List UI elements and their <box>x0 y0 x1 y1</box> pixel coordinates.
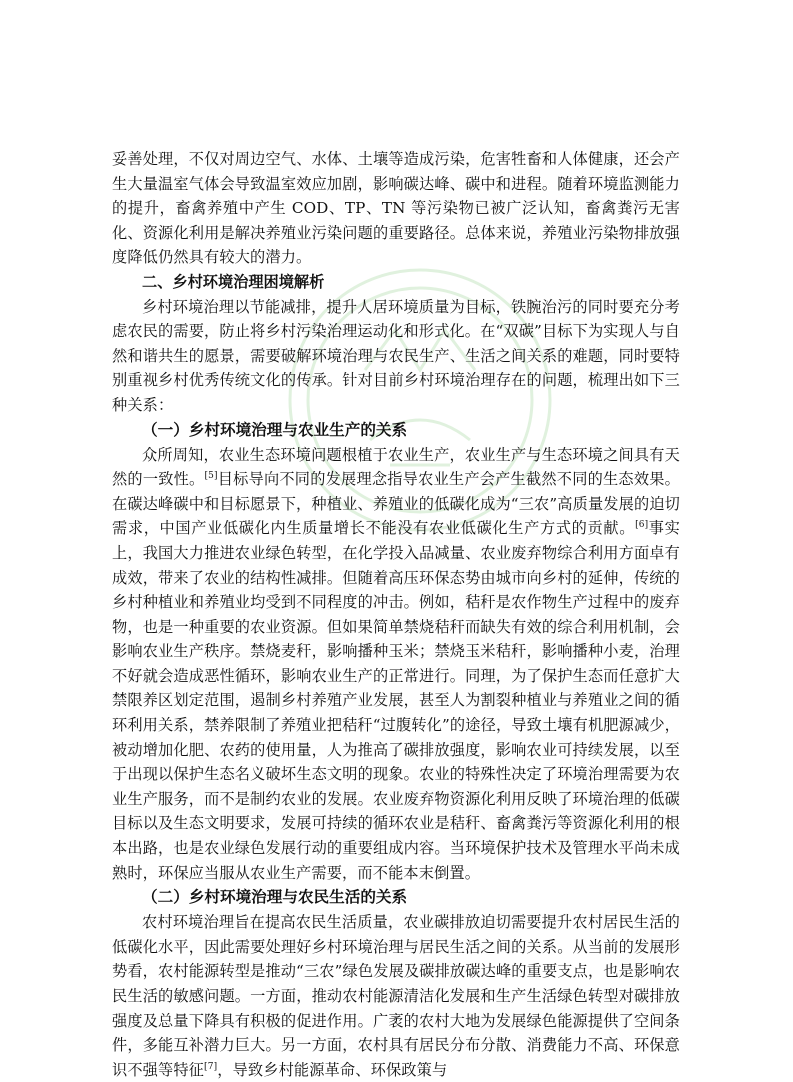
citation-5: [5] <box>204 471 218 482</box>
article-body <box>112 147 680 1082</box>
text-run: ，导致乡村能源革命、环保政策与 <box>217 1060 448 1079</box>
section-heading-2: 二、乡村环境治理困境解析 <box>142 272 325 291</box>
citation-7: [7] <box>204 1061 218 1072</box>
text-run: 事实上，我国大力推进农业绿色转型，在化学投入品减量、农业废弃物综合利用方面卓有成效，带来了农业的结构性减排。但随着高压环保态势由城市向乡村的延伸，传统的乡村种植业和养殖业均受到不同程度的冲击。例如，秸秆是农作物生产过程中的废弃物，也是一种重要的农业资源。但如果简单禁烧秸秆而缺失有效的综合利用机制，会影响农业生产秩序。禁烧麦秆，影响播种玉米；禁烧玉米秸秆，影响播种小麦，治理不好就会造成恶性循环，影响农业生产的正常进行。同理，为了保护生态而任意扩大禁限养区划定范围，遏制乡村养殖产业发展，甚至人为割裂种植业与养殖业之间的循环利用关系，禁养限制了养殖业把秸秆“过腹转化”的途径，导致土壤有机肥源减少，被动增加化肥、农药的使用量，人为推高了碳排放强度，影响农业可持续发展，以至于出现以保护生态名义破坏生态文明的现象。农业的特殊性决定了环境治理需要为农业生产服务，而不是制约农业的发展。农业废弃物资源化利用反映了环境治理的低碳目标以及生态文明要求，发展可持续的循环农业是秸秆、畜禽粪污等资源化利用的根本出路，也是农业绿色发展行动的重要组成内容。当环境保护技术及管理水平尚未成熟时，环保应当服从农业生产需要，而不能本末倒置。 <box>112 519 680 882</box>
paragraph-agriculture-relation <box>112 443 680 886</box>
paragraph-governance-intro: 乡村环境治理以节能减排，提升人居环境质量为目标，铁腕治污的同时要充分考虑农民的需要，防止将乡村污染治理运动化和形式化。在“双碳”目标下为实现人与自然和谐共生的愿景，需要破解环境治理与农民生产、生活之间关系的难题，同时要特别重视乡村优秀传统文化的传承。针对目前乡村环境治理存在的问题，梳理出如下三种关系： <box>112 297 680 414</box>
subsection-heading-1: （一）乡村环境治理与农业生产的关系 <box>142 420 408 439</box>
text-run: 目标导向不同的发展理念指导农业生产会产生截然不同的生态效果。在碳达峰碳中和目标愿景下，种植业、养殖业的低碳化成为“三农”高质量发展的迫切需求，中国产业低碳化内生质量增长不能没有农业低碳化生产方式的贡献。 <box>112 470 680 538</box>
text-run: 众所周知，农业生态环境问题根植于农业生产，农业生产与生态环境之间具有天然的一致性。 <box>112 445 680 489</box>
paragraph-rural-life-relation <box>112 910 680 1082</box>
text-run: 农村环境治理旨在提高农民生活质量，农业碳排放迫切需要提升农村居民生活的低碳化水平，因此需要处理好乡村环境治理与居民生活之间的关系。从当前的发展形势看，农村能源转型是推动“三农”绿色发展及碳排放碳达峰的重要支点，也是影响农民生活的敏感问题。一方面，推动农村能源清洁化发展和生产生活绿色转型对碳排放强度及总量下降具有积极的促进作用。广袤的农村大地为发展绿色能源提供了空间条件，多能互补潜力巨大。另一方面，农村具有居民分布分散、消费能力不高、环保意识不强等特征 <box>112 913 680 1079</box>
subsection-heading-2: （二）乡村环境治理与农民生活的关系 <box>142 888 408 907</box>
citation-6: [6] <box>635 520 649 531</box>
paragraph-livestock-pollution: 妥善处理，不仅对周边空气、水体、土壤等造成污染，危害牲畜和人体健康，还会产生大量温室气体会导致温室效应加剧，影响碳达峰、碳中和进程。随着环境监测能力的提升，畜禽养殖中产生 COD、TP、TN 等污染物已被广泛认知，畜禽粪污无害化、资源化利用是解决养殖业污染问题的重要路径。总体来说，养殖业污染物排放强度降低仍然具有较大的潜力。 <box>112 150 680 267</box>
